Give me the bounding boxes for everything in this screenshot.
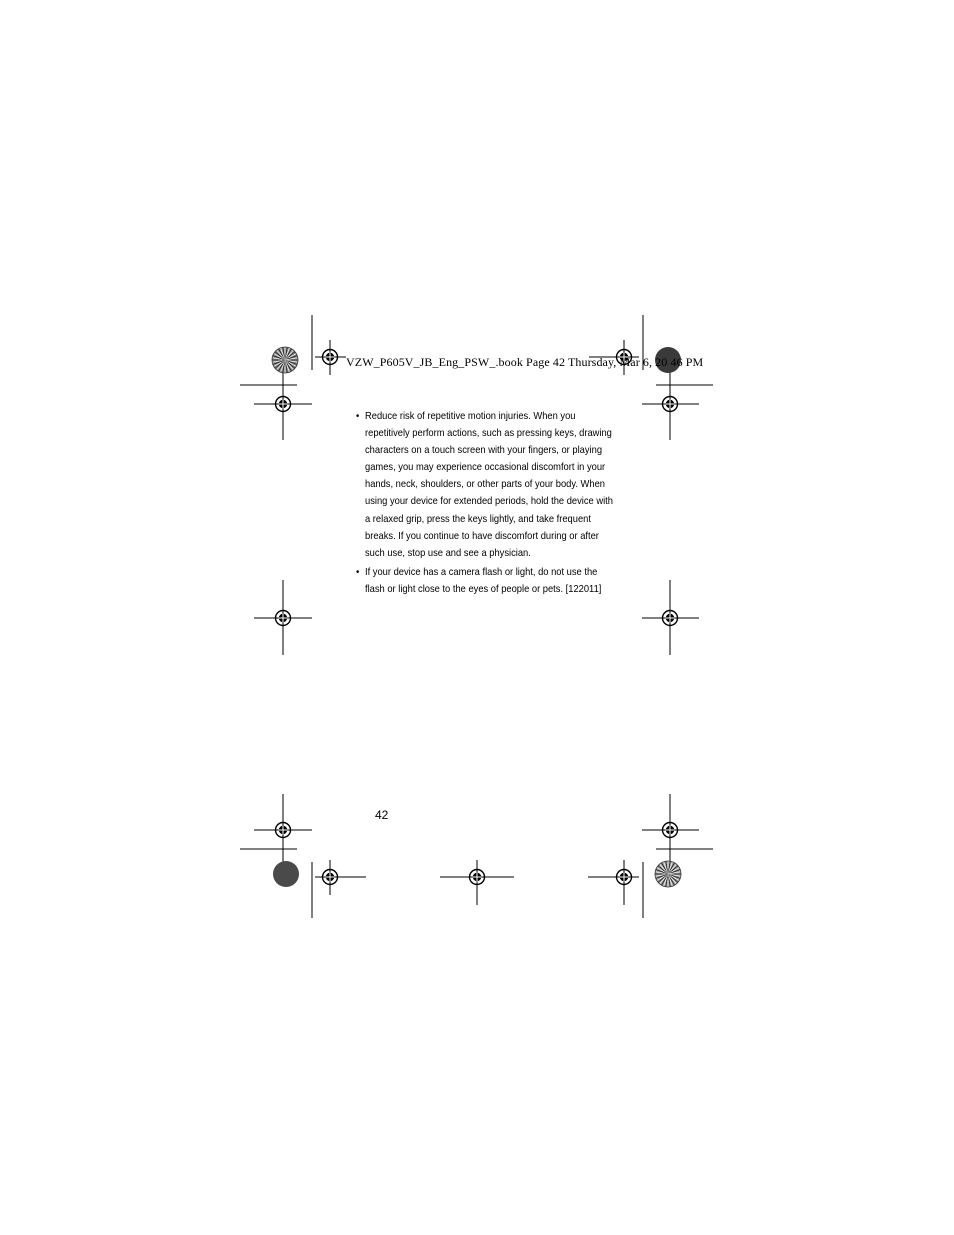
density-circle-bottom-left bbox=[273, 861, 299, 887]
page-header: VZW_P605V_JB_Eng_PSW_.book Page 42 Thursday, Mar 6, 20 46 PM bbox=[346, 355, 704, 369]
bullet-dot: • bbox=[356, 566, 360, 578]
bullet-item bbox=[356, 564, 617, 598]
bullet-dot: • bbox=[356, 411, 360, 422]
starburst-top-left bbox=[272, 347, 298, 373]
content-body bbox=[356, 408, 618, 600]
starburst-bottom-right bbox=[655, 861, 681, 887]
bullet-text: If your device has a camera flash or light, do not use the flash or light close to the eyes of people or pets. [122011] bbox=[365, 566, 602, 595]
bullet-item bbox=[356, 408, 617, 562]
page-number: 42 bbox=[375, 808, 389, 822]
bullet-text: Reduce risk of repetitive motion injuries. When you repetitively perform actions, such as pressing keys, drawing characters on a touch screen with your fingers, or playing games, you may experience occasional discomfort in your hands, neck, shoulders, or other parts of your body. When using your device for extended periods, hold the device with a relaxed grip, press the keys lightly, and take frequent breaks. If you continue to have discomfort during or after such use, stop use and see a physician. bbox=[365, 411, 613, 559]
